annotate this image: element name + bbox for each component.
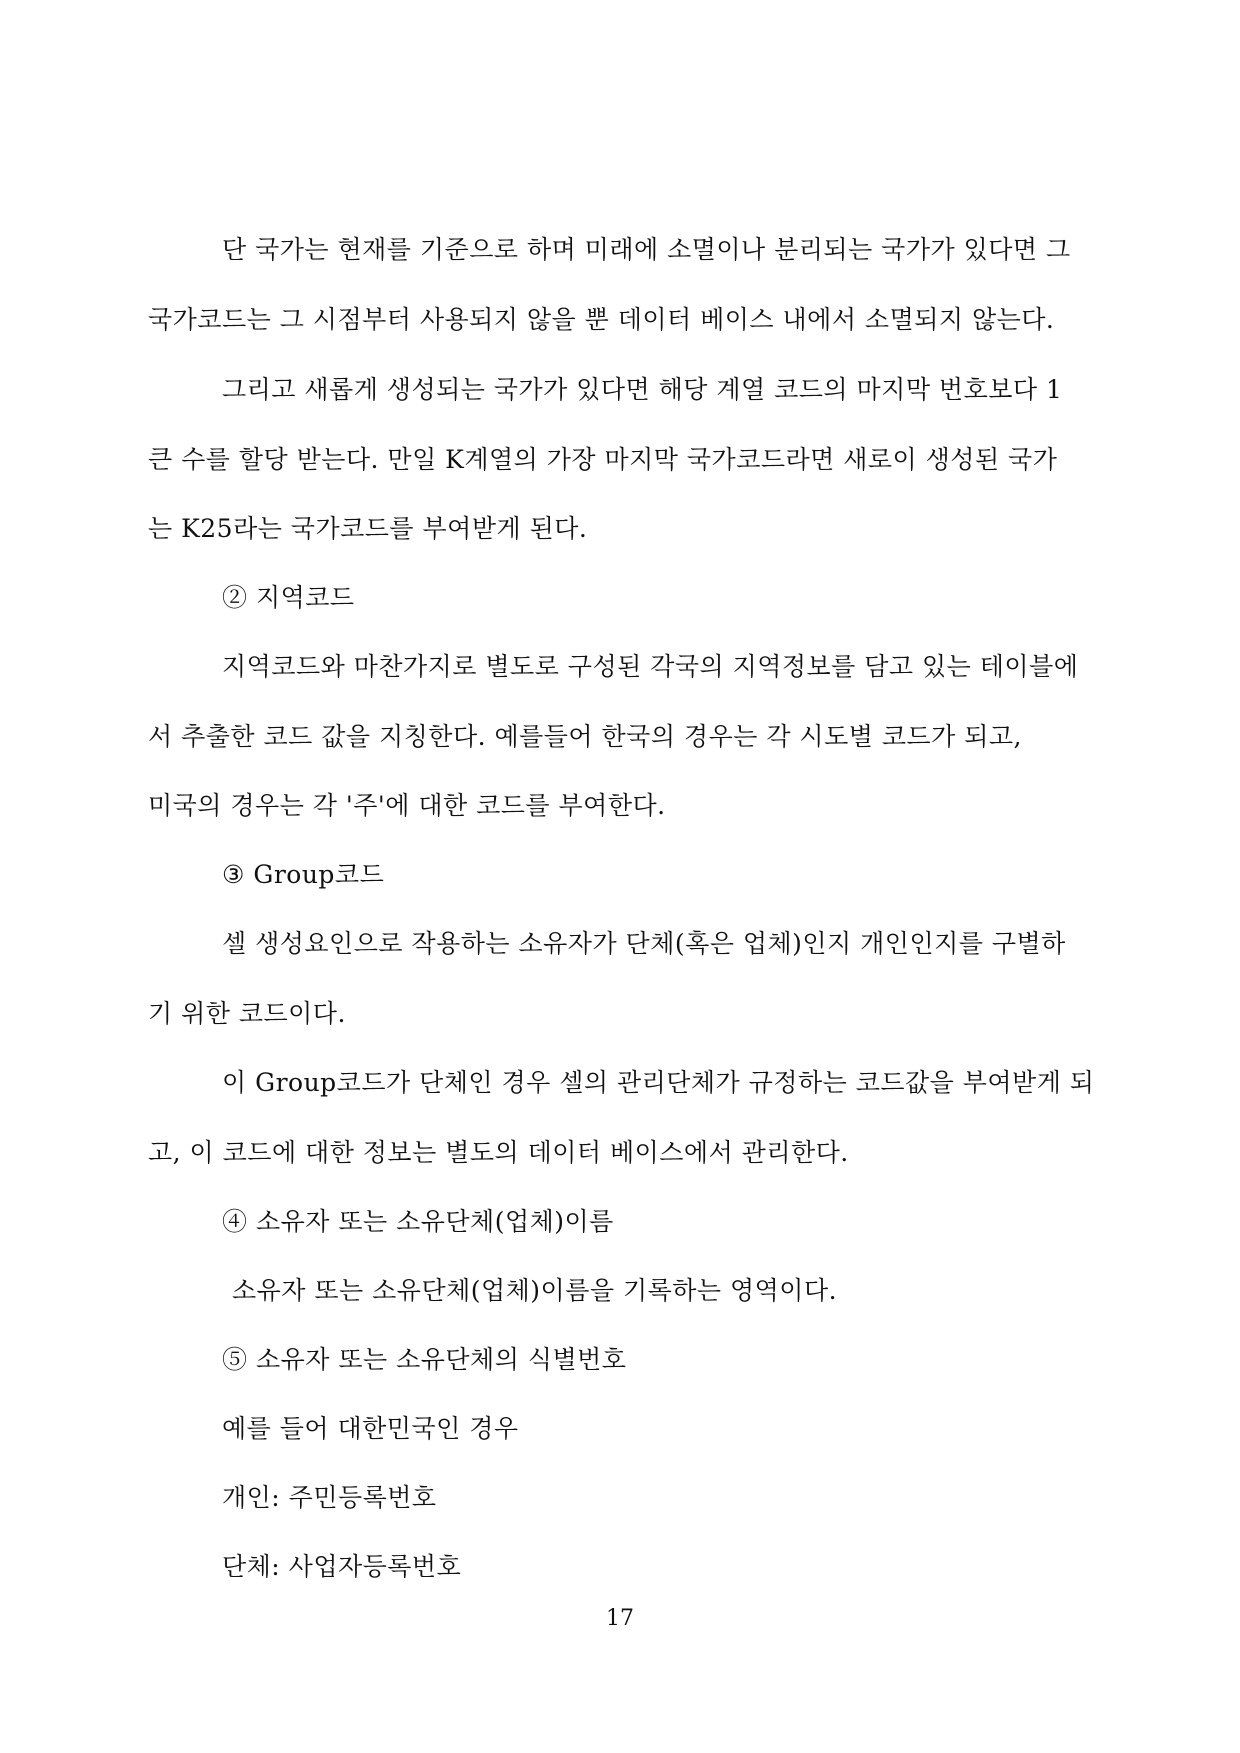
paragraph-line: 는 K25라는 국가코드를 부여받게 된다. <box>148 514 588 543</box>
paragraph-line: 개인: 주민등록번호 <box>222 1483 437 1512</box>
paragraph-line: 그리고 새롭게 생성되는 국가가 있다면 해당 계열 코드의 마지막 번호보다 1 <box>222 375 1063 404</box>
section-heading-owner-name: ④ 소유자 또는 소유단체(업체)이름 <box>222 1207 614 1236</box>
paragraph-line: 지역코드와 마찬가지로 별도로 구성된 각국의 지역정보를 담고 있는 테이블에 <box>222 652 1079 681</box>
paragraph-line: 소유자 또는 소유단체(업체)이름을 기록하는 영역이다. <box>232 1276 838 1305</box>
paragraph-line: 이 Group코드가 단체인 경우 셀의 관리단체가 규정하는 코드값을 부여받게 되 <box>222 1068 1095 1097</box>
section-heading-group-code: ③ Group코드 <box>222 860 385 889</box>
section-heading-owner-id: ⑤ 소유자 또는 소유단체의 식별번호 <box>222 1345 627 1374</box>
paragraph-line: 기 위한 코드이다. <box>148 999 346 1028</box>
paragraph-line: 단 국가는 현재를 기준으로 하며 미래에 소멸이나 분리되는 국가가 있다면 그 <box>222 235 1071 264</box>
paragraph-line: 미국의 경우는 각 '주'에 대한 코드를 부여한다. <box>148 791 666 820</box>
paragraph-line: 예를 들어 대한민국인 경우 <box>222 1414 519 1443</box>
section-heading-region-code: ② 지역코드 <box>222 583 355 612</box>
paragraph-line: 셀 생성요인으로 작용하는 소유자가 단체(혹은 업체)인지 개인인지를 구별하 <box>222 929 1066 958</box>
paragraph-line: 서 추출한 코드 값을 지칭한다. 예를들어 한국의 경우는 각 시도별 코드가 되고, <box>148 722 1022 751</box>
page-number: 17 <box>606 1606 634 1631</box>
paragraph-line: 국가코드는 그 시점부터 사용되지 않을 뿐 데이터 베이스 내에서 소멸되지 않는다. <box>148 305 1055 334</box>
paragraph-line: 단체: 사업자등록번호 <box>222 1552 462 1581</box>
paragraph-line: 큰 수를 할당 받는다. 만일 K계열의 가장 마지막 국가코드라면 새로이 생성된 국가 <box>148 445 1058 474</box>
paragraph-line: 고, 이 코드에 대한 정보는 별도의 데이터 베이스에서 관리한다. <box>148 1138 849 1167</box>
